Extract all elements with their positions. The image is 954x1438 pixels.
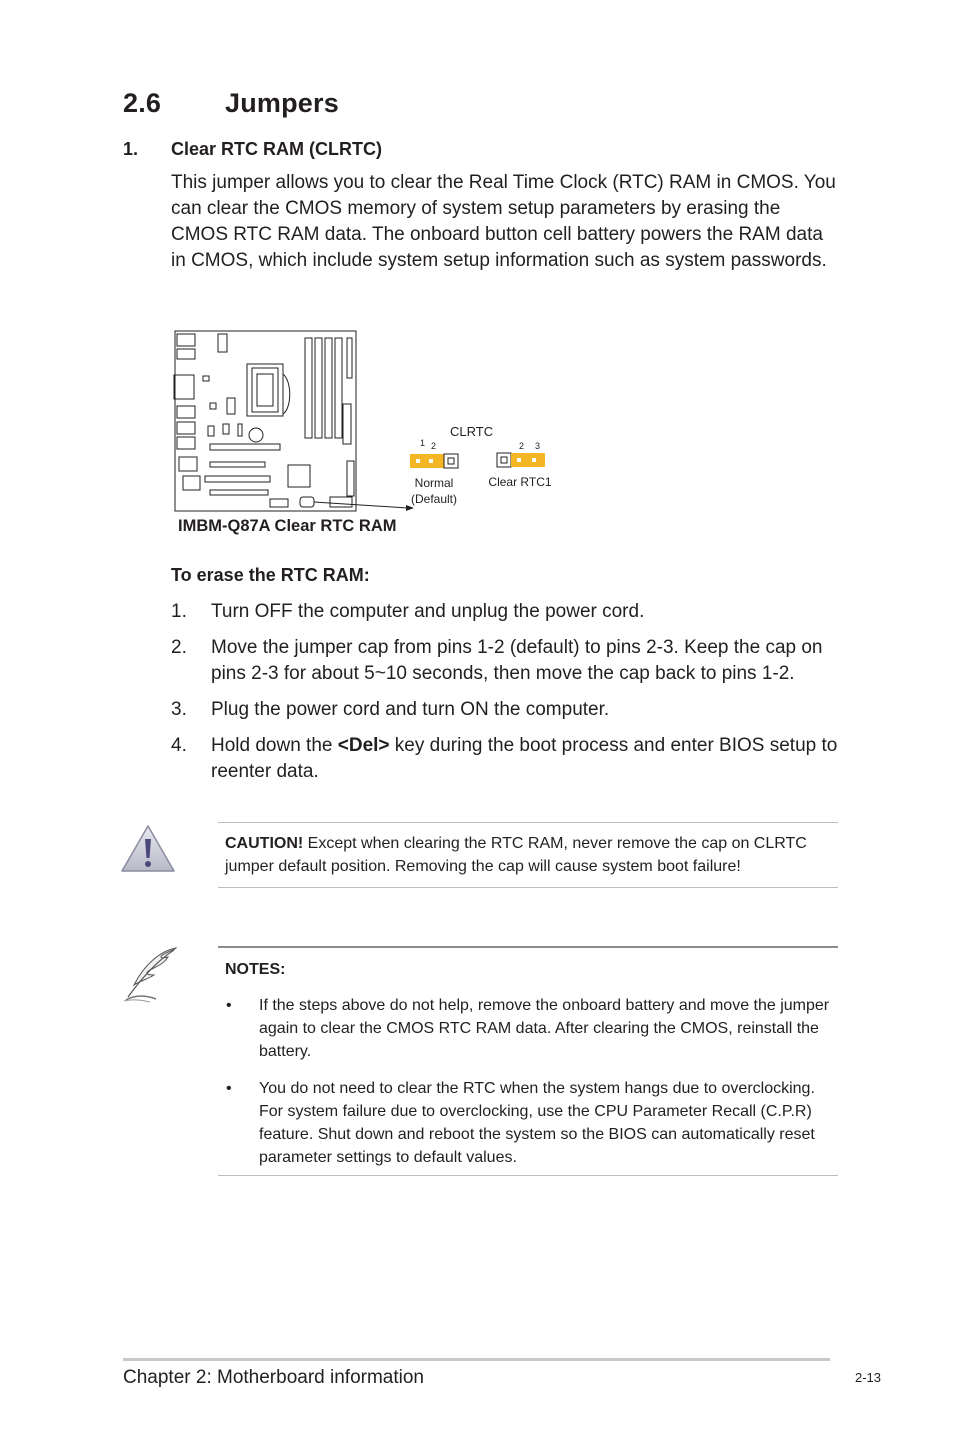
notes-box — [218, 946, 838, 1176]
subsection-number: 1. — [123, 139, 139, 159]
step-number: 4. — [171, 735, 187, 756]
bullet-2: • — [226, 1080, 232, 1097]
step-number: 3. — [171, 699, 187, 720]
bullet-1: • — [226, 997, 232, 1014]
footer-divider — [123, 1358, 830, 1361]
section-number: 2.6 — [123, 88, 162, 118]
board-outline — [175, 331, 356, 511]
step-text: Plug the power cord and turn ON the computer. — [211, 699, 610, 720]
step-number: 1. — [171, 601, 187, 622]
section-title: Jumpers — [225, 88, 339, 118]
footer-chapter: Chapter 2: Motherboard information — [123, 1367, 424, 1388]
pin-3-number: 3 — [535, 441, 541, 451]
step-text-pre: Hold down the — [211, 735, 338, 756]
step-text — [211, 733, 841, 785]
clear-rtc-label: Clear RTC1 — [488, 475, 552, 489]
procedure-heading: To erase the RTC RAM: — [171, 565, 370, 585]
note-item-1: If the steps above do not help, remove the onboard battery and move the jumper again to clear the CMOS RTC RAM data. After clearing the CMOS, reinstall the battery. — [259, 997, 830, 1060]
figure-caption: IMBM-Q87A Clear RTC RAM — [178, 517, 397, 535]
pin-2-number: 2 — [431, 441, 437, 451]
warning-triangle-icon — [120, 824, 176, 874]
description-paragraph: This jumper allows you to clear the Real Time Clock (RTC) RAM in CMOS. You can clear the CMOS memory of system setup parameters by erasing the CMOS RTC RAM data. The onboard button cell battery powers the RAM data in CMOS, which include system setup information such as system passwords. — [171, 172, 836, 271]
del-key: <Del> — [337, 735, 390, 756]
subsection-heading — [123, 139, 382, 160]
clrtc-label: CLRTC — [450, 424, 494, 439]
normal-label: Normal — [414, 476, 454, 490]
note-item-2: You do not need to clear the RTC when the system hangs due to overclocking. For system failure due to overclocking, use the CPU Parameter Recall (C.P.R) feature. Shut down and reboot the system so the BIOS can automatically reset parameter settings to default values. — [259, 1080, 815, 1166]
step-text-post: key during the boot process and enter BIOS setup to reenter data. — [211, 735, 838, 782]
normal-jumper-cap — [410, 454, 444, 468]
caution-box — [218, 822, 838, 888]
subsection-title: Clear RTC RAM (CLRTC) — [171, 139, 382, 159]
pin-1-number: 1 — [420, 438, 426, 448]
caution-label: CAUTION! — [225, 835, 304, 852]
step-text: Move the jumper cap from pins 1-2 (default) to pins 2-3. Keep the cap on pins 2-3 for about 5~10 seconds, then move the cap back to pins 1-2. — [211, 637, 823, 684]
motherboard-diagram — [170, 326, 570, 546]
notes-heading: NOTES: — [225, 961, 286, 978]
quill-pen-icon — [120, 945, 182, 1003]
page-number: 2-13 — [855, 1370, 882, 1385]
pin-2-clear-number: 2 — [519, 441, 525, 451]
clrtc-jumper-marker — [300, 497, 314, 507]
step-number: 2. — [171, 637, 187, 658]
caution-text: Except when clearing the RTC RAM, never remove the cap on CLRTC jumper default position. Removing the cap will cause system boot failure! — [225, 835, 807, 875]
default-label: (Default) — [410, 492, 458, 506]
step-text: Turn OFF the computer and unplug the power cord. — [211, 601, 645, 622]
clear-jumper-cap — [511, 453, 545, 467]
